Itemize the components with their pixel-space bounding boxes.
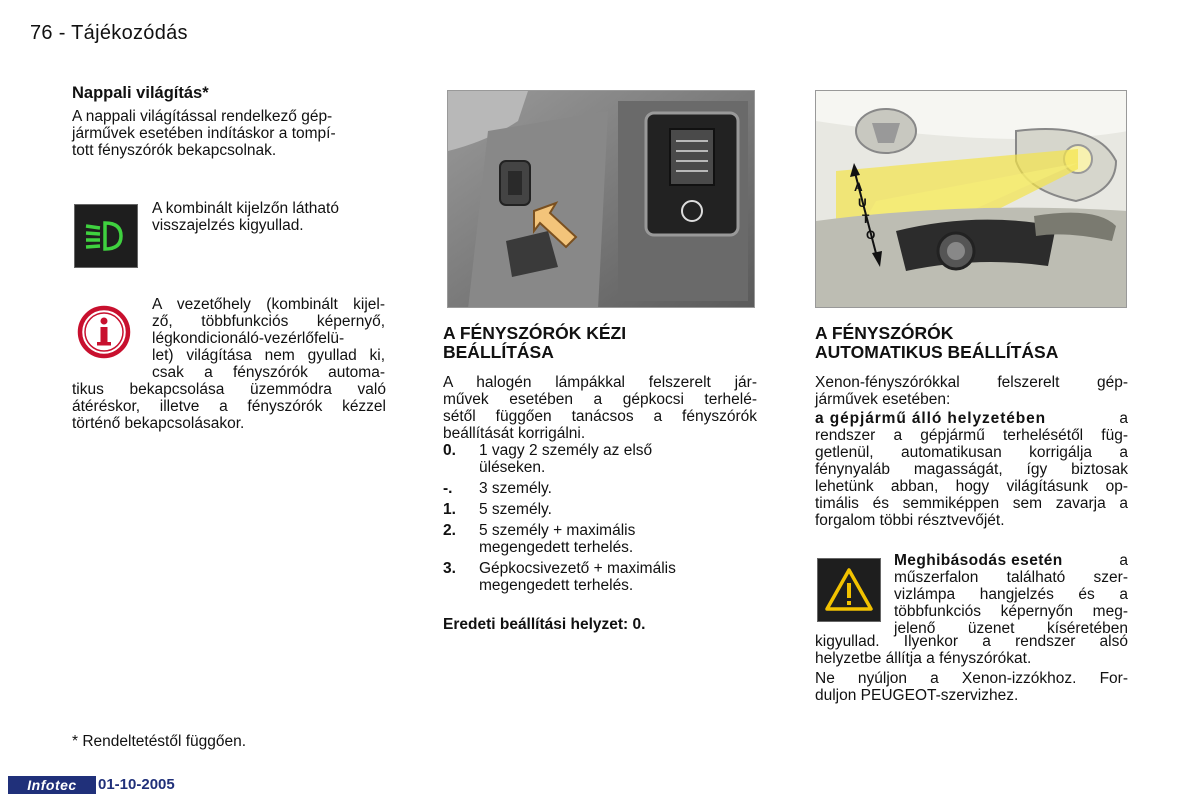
headlight-indicator-icon — [74, 204, 138, 268]
headlight-indicator-glyph — [75, 205, 137, 267]
item-line: megengedett terhelés. — [479, 577, 634, 594]
warning-glyph — [818, 559, 880, 621]
manual-adjuster-illustration — [448, 91, 755, 308]
auto-letter: U — [858, 196, 867, 210]
stationary-bold: a gépjármű álló helyzetében — [815, 410, 1047, 427]
indicator-line: visszajelzés kigyullad. — [152, 217, 304, 234]
daytime-lights-intro — [72, 108, 384, 159]
heading-line: AUTOMATIKUS BEÁLLÍTÁSA — [815, 342, 1059, 362]
heading-line: A FÉNYSZÓRÓK KÉZI — [443, 323, 627, 343]
fault-first-line — [894, 552, 1128, 569]
info-text-continued — [72, 381, 386, 432]
fault-cont-line: helyzetbe állítja a fényszórókat. — [815, 650, 1032, 667]
fault-cont-line: kigyullad. Ilyenkor a rendszer alsó — [815, 633, 1128, 650]
stationary-line: lehetünk abban, hogy világításunk op- — [815, 478, 1128, 495]
intro-line: járművek esetében indításkor a tompí- — [72, 125, 336, 142]
info-cont-line: tikus bekapcsolása üzemmódra való — [72, 381, 386, 398]
info-icon — [76, 304, 132, 360]
fault-bold: Meghibásodás esetén — [894, 552, 1063, 569]
stationary-line: getlenül, automatikusan korrigálja a — [815, 444, 1128, 461]
intro-line: Xenon-fényszórókkal felszerelt gép- — [815, 374, 1128, 391]
fault-line: műszerfalon található szer- — [894, 569, 1128, 586]
stationary-paragraph — [815, 410, 1128, 529]
load-positions-list — [443, 442, 757, 598]
intro-line: A nappali világítással rendelkező gép- — [72, 108, 333, 125]
list-item — [443, 560, 757, 594]
manual-adjuster-photo — [447, 90, 755, 308]
auto-letter: T — [862, 212, 870, 226]
info-line: ző, többfunkciós képernyő, — [152, 313, 385, 330]
warning-icon — [817, 558, 881, 622]
item-line: 5 személy. — [479, 501, 552, 518]
item-line: 5 személy + maximális — [479, 522, 636, 539]
xenon-line: duljon PEUGEOT-szervizhez. — [815, 687, 1019, 704]
manual-adjust-heading — [443, 324, 626, 362]
info-glyph — [76, 304, 132, 360]
auto-adjust-intro — [815, 374, 1128, 408]
xenon-note — [815, 670, 1128, 704]
intro-line: A halogén lámpákkal felszerelt jár- — [443, 374, 757, 391]
list-item — [443, 480, 757, 497]
intro-line: tott fényszórók bekapcsolnak. — [72, 142, 277, 159]
info-line: A vezetőhely (kombinált kijel- — [152, 296, 385, 313]
list-item — [443, 522, 757, 556]
indicator-text — [152, 200, 386, 234]
fault-line: többfunkciós képernyőn meg- — [894, 603, 1128, 620]
list-item — [443, 442, 757, 476]
indicator-line: A kombinált kijelzőn látható — [152, 200, 339, 217]
intro-line: művek esetében a gépkocsi terhelé- — [443, 391, 757, 408]
heading-line: BEÁLLÍTÁSA — [443, 342, 554, 362]
auto-adjust-photo — [815, 90, 1127, 308]
fault-text — [894, 552, 1128, 637]
item-number: 2. — [443, 522, 456, 539]
stationary-line: timális és semmiképpen sem zavarja a — [815, 495, 1128, 512]
item-number: 1. — [443, 501, 456, 518]
item-line: megengedett terhelés. — [479, 539, 634, 556]
heading-line: A FÉNYSZÓRÓK — [815, 323, 954, 343]
info-cont-line: átéréskor, illetve a fényszórók kézzel — [72, 398, 386, 415]
auto-adjust-illustration — [816, 91, 1127, 308]
item-number: 3. — [443, 560, 456, 577]
fault-text-continued — [815, 633, 1128, 667]
fault-line: jelenő üzenet kíséretében — [894, 620, 1128, 637]
infotec-logo: Infotec — [8, 776, 96, 794]
page-title: 76 - Tájékozódás — [30, 22, 188, 44]
intro-line: sétől függően tanácsos a fényszórók — [443, 408, 757, 425]
default-setting: Eredeti beállítási helyzet: 0. — [443, 616, 646, 633]
stationary-line: rendszer a gépjármű terhelésétől füg- — [815, 427, 1128, 444]
auto-letter: O — [866, 228, 876, 242]
stationary-first-line — [815, 410, 1128, 427]
info-line: légkondicionáló-vezérlőfelü- — [152, 330, 345, 347]
intro-line: beállítását korrigálni. — [443, 425, 586, 442]
item-line: 3 személy. — [479, 480, 552, 497]
item-line: 1 vagy 2 személy az első — [479, 442, 653, 459]
stationary-line: forgalom többi résztvevőjét. — [815, 512, 1005, 529]
info-line: let) világítása nem gyullad ki, — [152, 347, 385, 364]
item-number: -. — [443, 480, 453, 497]
daytime-lights-heading: Nappali világítás* — [72, 84, 209, 102]
auto-adjust-heading — [815, 324, 1058, 362]
fault-line: vizlámpa hangjelzés és a — [894, 586, 1128, 603]
info-line: csak a fényszórók automa- — [152, 364, 385, 381]
info-cont-line: történő bekapcsolásakor. — [72, 415, 245, 432]
print-date: 01-10-2005 — [98, 776, 175, 793]
item-line: Gépkocsivezető + maximális — [479, 560, 676, 577]
intro-line: járművek esetében: — [815, 391, 951, 408]
info-text — [152, 296, 385, 381]
item-number: 0. — [443, 442, 456, 459]
fault-rest: a — [1119, 552, 1128, 569]
xenon-line: Ne nyúljon a Xenon-izzókhoz. For- — [815, 670, 1128, 687]
stationary-rest: a — [1119, 410, 1128, 427]
footnote: * Rendeltetéstől függően. — [72, 733, 247, 750]
stationary-line: fénynyaláb magasságát, így biztosak — [815, 461, 1128, 478]
list-item — [443, 501, 757, 518]
item-line: üléseken. — [479, 459, 546, 476]
auto-letter: A — [854, 180, 863, 194]
manual-adjust-intro — [443, 374, 757, 442]
